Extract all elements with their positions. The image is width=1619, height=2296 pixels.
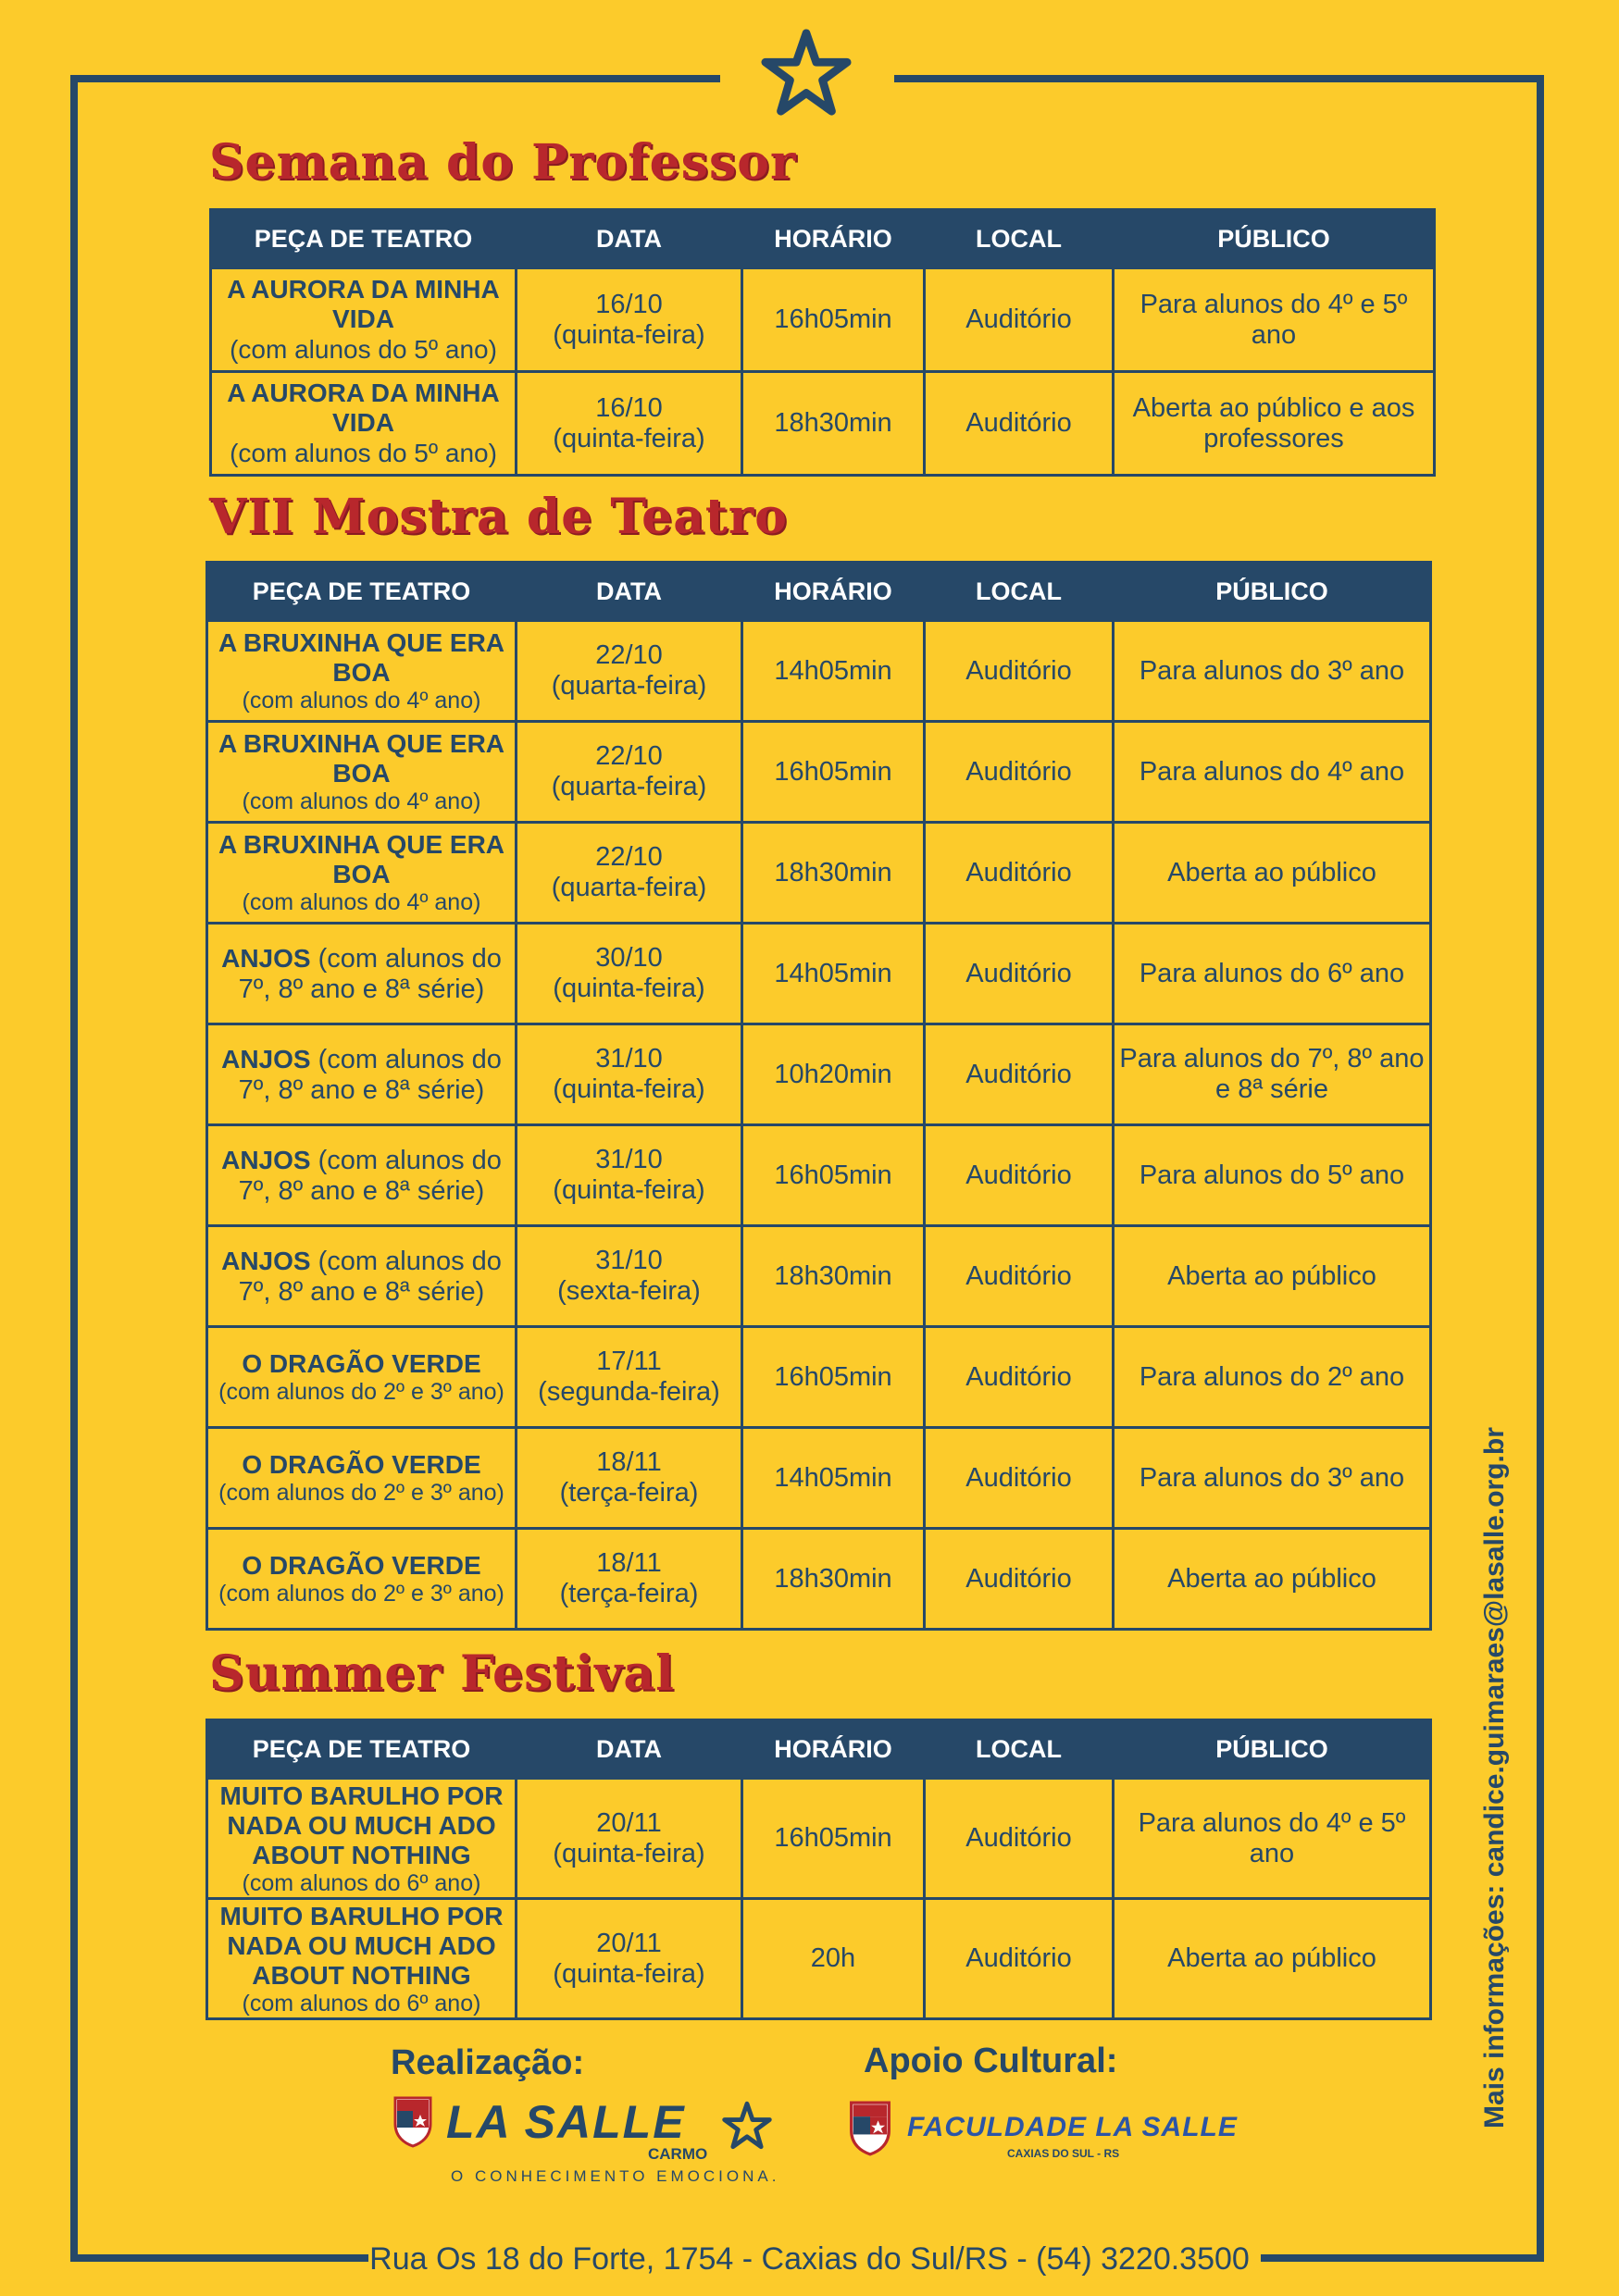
cell-play: ANJOS (com alunos do 7º, 8º ano e 8ª série) (207, 1226, 517, 1327)
table-row (207, 722, 1431, 823)
table-summer (205, 1719, 1432, 2020)
cell-date: 18/11 (terça-feira) (517, 1428, 742, 1529)
faculdade-logo-text: FACULDADE LA SALLE (907, 2112, 1238, 2142)
header-peca: PEÇA DE TEATRO (211, 210, 517, 268)
cell-public: Para alunos do 5º ano (1114, 1125, 1431, 1226)
header-data: DATA (517, 1720, 742, 1779)
cell-public: Aberta ao público (1114, 823, 1431, 924)
realizacao-label: Realização: (391, 2043, 585, 2082)
header-local: LOCAL (925, 210, 1114, 268)
address: Rua Os 18 do Forte, 1754 - Caxias do Sul/RS - (54) 3220.3500 (369, 2241, 1250, 2277)
cell-date: 31/10 (quinta-feira) (517, 1024, 742, 1125)
header-horario: HORÁRIO (742, 210, 925, 268)
table-header-row (207, 1720, 1431, 1779)
cell-public: Para alunos do 6º ano (1114, 924, 1431, 1024)
table-semana (209, 208, 1436, 477)
lasalle-shield-logo (393, 2096, 432, 2148)
table-row (207, 1428, 1431, 1529)
cell-date: 22/10 (quarta-feira) (517, 823, 742, 924)
cell-local: Auditório (925, 1779, 1114, 1899)
table-row (207, 1529, 1431, 1630)
table-row (207, 924, 1431, 1024)
header-peca: PEÇA DE TEATRO (207, 1720, 517, 1779)
cell-local: Auditório (925, 268, 1114, 372)
cell-public: Para alunos do 3º ano (1114, 621, 1431, 722)
cell-time: 18h30min (742, 1226, 925, 1327)
cell-play: A BRUXINHA QUE ERA BOA (com alunos do 4º ano) (207, 621, 517, 722)
cell-play: ANJOS (com alunos do 7º, 8º ano e 8ª série) (207, 1125, 517, 1226)
cell-date: 31/10 (sexta-feira) (517, 1226, 742, 1327)
frame-top-left (70, 75, 720, 82)
cell-date: 22/10 (quarta-feira) (517, 621, 742, 722)
cell-time: 14h05min (742, 621, 925, 722)
cell-time: 16h05min (742, 1327, 925, 1428)
table-mostra (205, 561, 1432, 1631)
cell-local: Auditório (925, 722, 1114, 823)
table-row (207, 1327, 1431, 1428)
cell-local: Auditório (925, 1226, 1114, 1327)
header-peca: PEÇA DE TEATRO (207, 563, 517, 621)
table-header-row (207, 563, 1431, 621)
cell-date: 16/10 (quinta-feira) (517, 372, 742, 476)
section-title-mostra: VII Mostra de Teatro (209, 489, 788, 545)
cell-local: Auditório (925, 1024, 1114, 1125)
faculdade-shield-logo (848, 2101, 892, 2156)
section-title-summer: Summer Festival (209, 1645, 675, 1702)
cell-date: 31/10 (quinta-feira) (517, 1125, 742, 1226)
frame-left (70, 75, 78, 2262)
contact-info: Mais informações: candice.guimaraes@lasalle.org.br (1479, 1427, 1510, 2128)
cell-local: Auditório (925, 372, 1114, 476)
cell-local: Auditório (925, 1327, 1114, 1428)
cell-public: Para alunos do 4º e 5º ano (1114, 1779, 1431, 1899)
cell-play: A AURORA DA MINHA VIDA (com alunos do 5º ano) (211, 268, 517, 372)
lasalle-tagline: O CONHECIMENTO EMOCIONA. (451, 2167, 780, 2185)
cell-public: Aberta ao público e aos professores (1114, 372, 1435, 476)
cell-local: Auditório (925, 1529, 1114, 1630)
table-row (211, 268, 1435, 372)
cell-date: 16/10 (quinta-feira) (517, 268, 742, 372)
header-local: LOCAL (925, 563, 1114, 621)
cell-public: Para alunos do 4º e 5º ano (1114, 268, 1435, 372)
faculdade-logo-sub: CAXIAS DO SUL - RS (1007, 2147, 1120, 2160)
cell-date: 20/11 (quinta-feira) (517, 1899, 742, 2019)
header-data: DATA (517, 210, 742, 268)
section-title-semana: Semana do Professor (209, 134, 797, 191)
cell-date: 18/11 (terça-feira) (517, 1529, 742, 1630)
cell-play: O DRAGÃO VERDE (com alunos do 2º e 3º ano) (207, 1327, 517, 1428)
cell-public: Para alunos do 4º ano (1114, 722, 1431, 823)
header-publico: PÚBLICO (1114, 210, 1435, 268)
cell-public: Para alunos do 7º, 8º ano e 8ª série (1114, 1024, 1431, 1125)
cell-time: 18h30min (742, 823, 925, 924)
star-icon (722, 2101, 772, 2151)
cell-play: A BRUXINHA QUE ERA BOA (com alunos do 4º ano) (207, 823, 517, 924)
cell-time: 16h05min (742, 1125, 925, 1226)
cell-time: 18h30min (742, 1529, 925, 1630)
table-row (207, 1226, 1431, 1327)
star-icon (761, 28, 852, 118)
cell-play: MUITO BARULHO POR NADA OU MUCH ADO ABOUT NOTHING (com alunos do 6º ano) (207, 1899, 517, 2019)
cell-local: Auditório (925, 1899, 1114, 2019)
table-row (207, 1899, 1431, 2019)
header-local: LOCAL (925, 1720, 1114, 1779)
table-row (207, 1125, 1431, 1226)
cell-date: 20/11 (quinta-feira) (517, 1779, 742, 1899)
header-publico: PÚBLICO (1114, 563, 1431, 621)
table-row (207, 621, 1431, 722)
cell-time: 16h05min (742, 1779, 925, 1899)
cell-date: 17/11 (segunda-feira) (517, 1327, 742, 1428)
cell-local: Auditório (925, 924, 1114, 1024)
cell-play: ANJOS (com alunos do 7º, 8º ano e 8ª série) (207, 924, 517, 1024)
cell-public: Aberta ao público (1114, 1899, 1431, 2019)
cell-time: 14h05min (742, 1428, 925, 1529)
cell-time: 20h (742, 1899, 925, 2019)
lasalle-logo-sub: CARMO (648, 2145, 708, 2163)
cell-play: ANJOS (com alunos do 7º, 8º ano e 8ª série) (207, 1024, 517, 1125)
cell-time: 10h20min (742, 1024, 925, 1125)
table-row (207, 823, 1431, 924)
cell-play: O DRAGÃO VERDE (com alunos do 2º e 3º ano) (207, 1428, 517, 1529)
header-publico: PÚBLICO (1114, 1720, 1431, 1779)
lasalle-logo-text: LA SALLE (446, 2096, 686, 2148)
cell-time: 18h30min (742, 372, 925, 476)
table-row (211, 372, 1435, 476)
cell-local: Auditório (925, 1125, 1114, 1226)
header-horario: HORÁRIO (742, 1720, 925, 1779)
cell-public: Para alunos do 2º ano (1114, 1327, 1431, 1428)
cell-time: 16h05min (742, 268, 925, 372)
header-data: DATA (517, 563, 742, 621)
apoio-label: Apoio Cultural: (864, 2042, 1118, 2080)
header-horario: HORÁRIO (742, 563, 925, 621)
cell-play: O DRAGÃO VERDE (com alunos do 2º e 3º ano) (207, 1529, 517, 1630)
cell-public: Aberta ao público (1114, 1529, 1431, 1630)
cell-local: Auditório (925, 621, 1114, 722)
cell-play: MUITO BARULHO POR NADA OU MUCH ADO ABOUT NOTHING (com alunos do 6º ano) (207, 1779, 517, 1899)
table-row (207, 1024, 1431, 1125)
cell-local: Auditório (925, 823, 1114, 924)
cell-local: Auditório (925, 1428, 1114, 1529)
table-header-row (211, 210, 1435, 268)
cell-date: 30/10 (quinta-feira) (517, 924, 742, 1024)
cell-public: Para alunos do 3º ano (1114, 1428, 1431, 1529)
frame-top-right (894, 75, 1544, 82)
table-row (207, 1779, 1431, 1899)
cell-time: 16h05min (742, 722, 925, 823)
cell-play: A BRUXINHA QUE ERA BOA (com alunos do 4º ano) (207, 722, 517, 823)
cell-time: 14h05min (742, 924, 925, 1024)
cell-public: Aberta ao público (1114, 1226, 1431, 1327)
cell-play: A AURORA DA MINHA VIDA (com alunos do 5º ano) (211, 372, 517, 476)
frame-right (1537, 75, 1544, 2262)
cell-date: 22/10 (quarta-feira) (517, 722, 742, 823)
